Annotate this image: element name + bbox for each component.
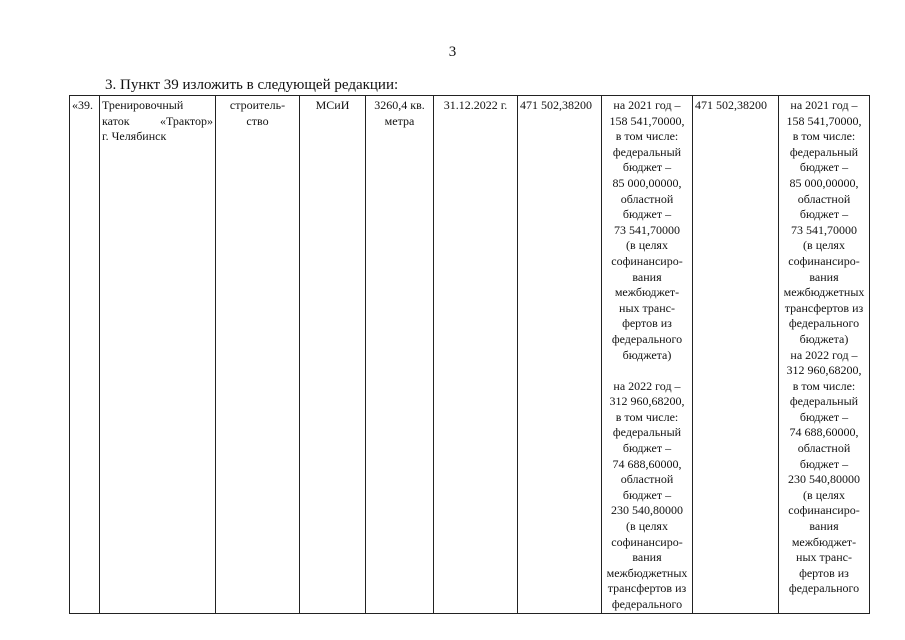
object-name-cell <box>100 96 216 614</box>
work-type-cell <box>216 96 300 614</box>
financing-line: (в целях <box>803 238 845 253</box>
financing-line: бюджет – <box>622 487 672 502</box>
financing-line: 85 000,00000, <box>612 175 682 190</box>
financing-line: бюджет – <box>622 441 672 456</box>
table-row <box>70 96 870 614</box>
financing-line: софинансиро- <box>611 253 683 268</box>
financing-line: софинансиро- <box>611 534 683 549</box>
financing-line: федерального <box>788 581 860 596</box>
financing-line: федеральный <box>612 144 682 159</box>
item-number: «39. <box>72 98 93 112</box>
object-name-line: каток «Трактор» <box>102 113 213 128</box>
capacity-line: метра <box>384 113 415 128</box>
financing-line: бюджет – <box>799 207 849 222</box>
financing-line: вания <box>809 269 839 284</box>
section-heading: 3. Пункт 39 изложить в следующей редакции: <box>105 77 399 93</box>
financing-line: областной <box>620 191 674 206</box>
financing-line: бюджет – <box>799 409 849 424</box>
financing-line: межбюджет- <box>614 285 680 300</box>
total-cost-cell-2 <box>693 96 779 614</box>
financing-line: ных транс- <box>619 300 675 315</box>
financing-line: 74 688,60000, <box>789 425 859 440</box>
financing-line: (в целях <box>626 519 668 534</box>
financing-line: бюджет – <box>799 160 849 175</box>
financing-line: в том числе: <box>792 129 856 144</box>
financing-line: вания <box>632 269 662 284</box>
capacity-cell <box>366 96 434 614</box>
line-gap <box>604 363 690 379</box>
work-type-line: строитель- <box>229 98 286 112</box>
financing-line: вания <box>632 550 662 565</box>
amendment-table <box>69 95 870 614</box>
financing-line: ных транс- <box>796 550 852 565</box>
total-cost: 471 502,38200 <box>520 98 592 112</box>
financing-line: 74 688,60000, <box>612 456 682 471</box>
financing-line: фертов из <box>799 565 849 580</box>
completion-date-cell <box>434 96 518 614</box>
financing-line: трансфертов из <box>607 581 687 596</box>
responsible-org: МСиИ <box>315 98 350 112</box>
total-cost-cell <box>518 96 602 614</box>
financing-line: 312 960,68200, <box>786 363 862 378</box>
financing-line: федерального <box>611 331 683 346</box>
financing-line: федерального <box>788 316 860 331</box>
financing-line: федеральный <box>789 394 859 409</box>
financing-line: бюджет – <box>622 160 672 175</box>
financing-line: на 2022 год – <box>790 347 858 362</box>
financing-line: вания <box>809 519 839 534</box>
financing-line: 85 000,00000, <box>789 175 859 190</box>
financing-cell <box>602 96 693 614</box>
financing-line: 230 540,80000 <box>611 503 683 518</box>
financing-line: областной <box>797 191 851 206</box>
financing-cell-2 <box>779 96 870 614</box>
responsible-org-cell <box>300 96 366 614</box>
object-name-line: г. Челябинск <box>102 129 167 144</box>
financing-line: трансфертов из <box>784 300 864 315</box>
financing-line: софинансиро- <box>788 503 860 518</box>
financing-line: 73 541,70000 <box>791 222 857 237</box>
financing-line: федерального <box>611 597 683 611</box>
item-number-cell <box>70 96 100 614</box>
financing-line: федеральный <box>789 144 859 159</box>
object-name-line: Тренировочный <box>102 98 184 112</box>
financing-line: фертов из <box>622 316 672 331</box>
financing-line: бюджета) <box>799 331 849 346</box>
financing-breakdown-2 <box>781 98 867 597</box>
financing-line: межбюджет- <box>791 534 857 549</box>
completion-date: 31.12.2022 г. <box>443 98 508 112</box>
financing-line: в том числе: <box>615 129 679 144</box>
financing-line: софинансиро- <box>788 253 860 268</box>
financing-line: бюджет – <box>622 207 672 222</box>
financing-line: на 2022 год – <box>613 378 681 393</box>
financing-line: 230 540,80000 <box>788 472 860 487</box>
financing-line: федеральный <box>612 425 682 440</box>
financing-line: 158 541,70000, <box>786 113 862 128</box>
financing-line: 158 541,70000, <box>609 113 685 128</box>
financing-line: в том числе: <box>615 409 679 424</box>
financing-line: бюджет – <box>799 456 849 471</box>
work-type-line: ство <box>246 113 269 128</box>
financing-line: (в целях <box>626 238 668 253</box>
financing-line: межбюджетных <box>783 285 865 300</box>
page-number: 3 <box>448 44 457 60</box>
financing-line: 73 541,70000 <box>614 222 680 237</box>
financing-line: бюджета) <box>622 347 672 362</box>
financing-line: межбюджетных <box>606 565 688 580</box>
financing-line: на 2021 год – <box>613 98 681 112</box>
financing-line: (в целях <box>803 487 845 502</box>
total-cost-2: 471 502,38200 <box>695 98 767 112</box>
financing-line: в том числе: <box>792 378 856 393</box>
financing-line: областной <box>620 472 674 487</box>
financing-line: 312 960,68200, <box>609 394 685 409</box>
financing-line: на 2021 год – <box>790 98 858 112</box>
capacity-line: 3260,4 кв. <box>374 98 425 112</box>
financing-line: областной <box>797 441 851 456</box>
financing-breakdown <box>604 98 690 613</box>
